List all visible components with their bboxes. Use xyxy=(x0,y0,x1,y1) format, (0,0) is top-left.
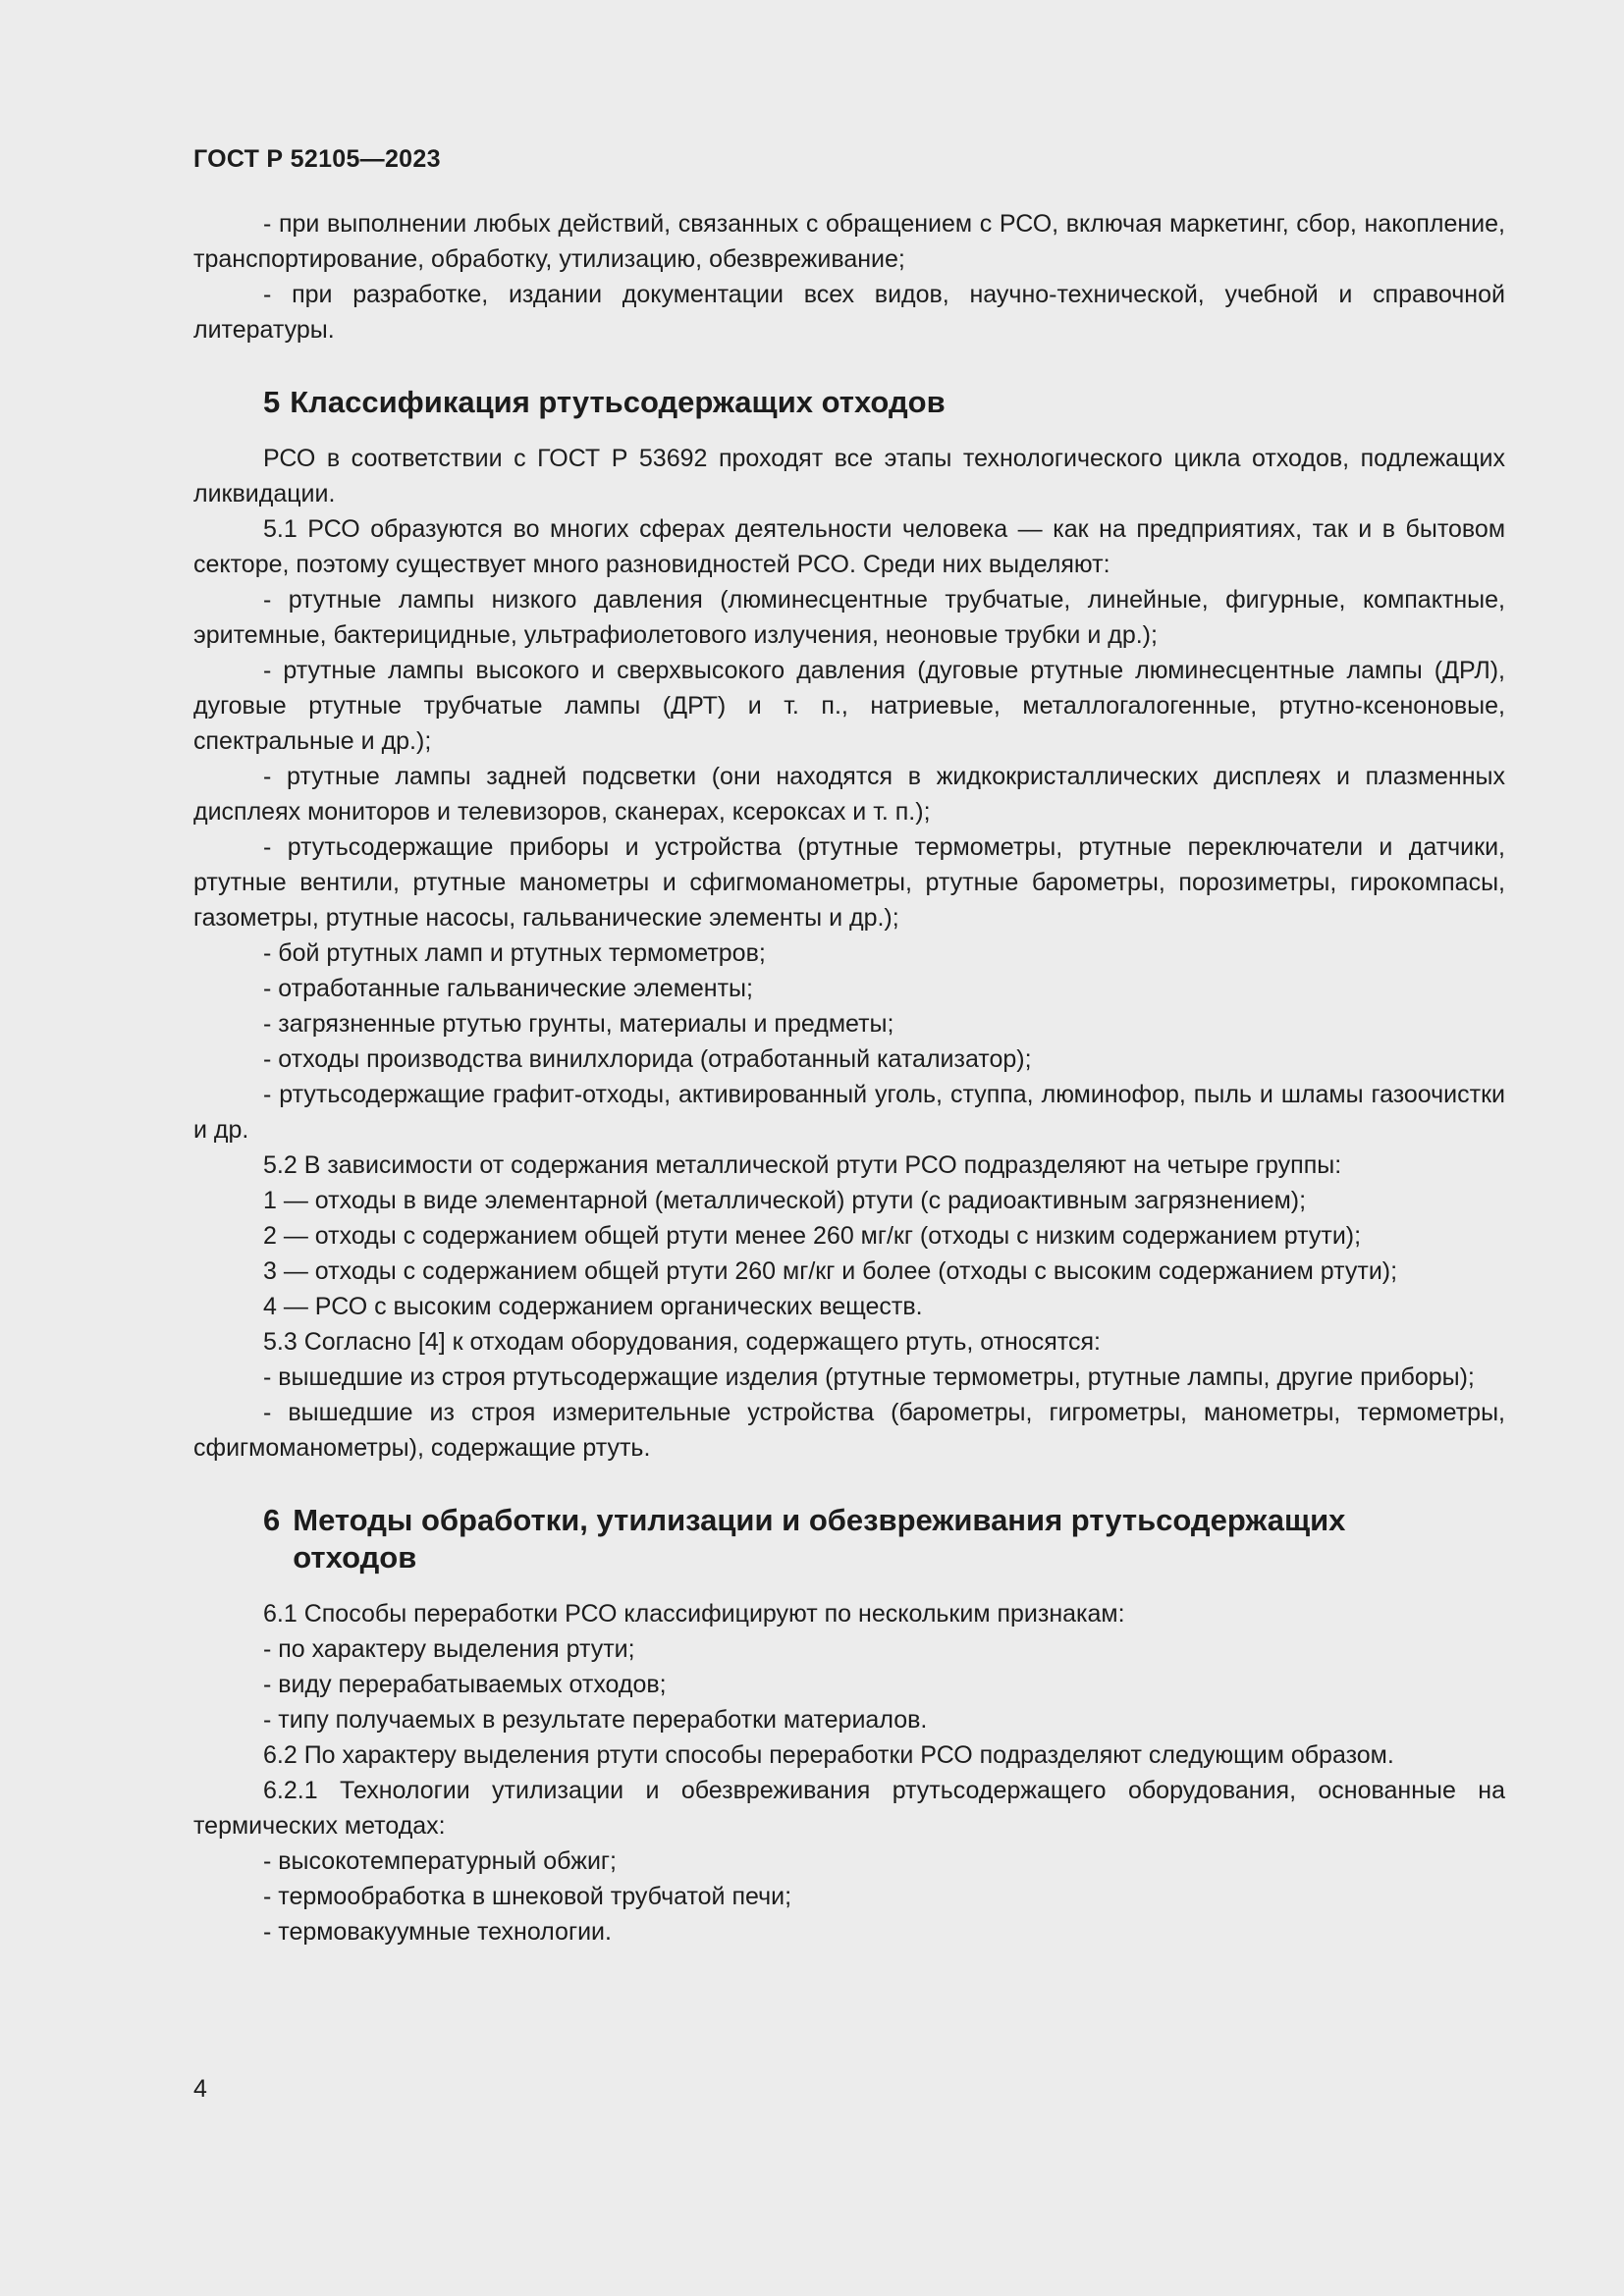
list-item: - бой ртутных ламп и ртутных термометров; xyxy=(263,939,766,967)
document-page xyxy=(193,142,1507,1949)
section-number: 5 xyxy=(263,385,281,419)
list-item: - загрязненные ртутью грунты, материалы и предметы; xyxy=(263,1010,894,1038)
paragraph: 5.2 В зависимости от содержания металлической ртути РСО подразделяют на четыре группы: xyxy=(263,1151,1342,1179)
list-item: - ртутьсодержащие графит-отходы, активированный уголь, ступпа, люминофор, пыль и шламы газоочистки и др. xyxy=(193,1081,1505,1144)
document-header: ГОСТ Р 52105—2023 xyxy=(193,145,441,173)
list-item: - отработанные гальванические элементы; xyxy=(263,975,753,1002)
paragraph: 6.2.1 Технологии утилизации и обезвреживания ртутьсодержащего оборудования, основанные на термических методах: xyxy=(193,1777,1505,1840)
list-item: - виду перерабатываемых отходов; xyxy=(263,1671,667,1698)
list-item: - высокотемпературный обжиг; xyxy=(263,1847,617,1875)
section-6-heading xyxy=(193,1502,1507,1576)
list-item: - термообработка в шнековой трубчатой печи; xyxy=(263,1883,792,1910)
list-item: - отходы производства винилхлорида (отработанный катализатор); xyxy=(263,1045,1032,1073)
section-title: Методы обработки, утилизации и обезвреживания ртутьсодержащих отходов xyxy=(293,1503,1346,1575)
section-title: Классификация ртутьсодержащих отходов xyxy=(290,385,946,419)
paragraph: 5.1 РСО образуются во многих сферах деятельности человека — как на предприятиях, так и в бытовом секторе, поэтому существует много разновидностей РСО. Среди них выделяют: xyxy=(193,515,1505,578)
list-item: - типу получаемых в результате переработки материалов. xyxy=(263,1706,928,1734)
list-item: - по характеру выделения ртути; xyxy=(263,1635,635,1663)
group-item: 2 — отходы с содержанием общей ртути менее 260 мг/кг (отходы с низким содержанием ртути); xyxy=(263,1222,1362,1250)
page-number: 4 xyxy=(193,2075,207,2103)
section-5-heading xyxy=(193,384,1507,421)
list-item: - термовакуумные технологии. xyxy=(263,1918,612,1946)
intro-item: - при выполнении любых действий, связанных с обращением с РСО, включая маркетинг, сбор, накопление, транспортирование, обработку, утилизацию, обезвреживание; xyxy=(193,210,1505,273)
paragraph: РСО в соответствии с ГОСТ Р 53692 проходят все этапы технологического цикла отходов, подлежащих ликвидации. xyxy=(193,445,1505,507)
list-item: - ртутные лампы низкого давления (люминесцентные трубчатые, линейные, фигурные, компактные, эритемные, бактерицидные, ультрафиолетового излучения, неоновые трубки и др.); xyxy=(193,586,1505,649)
section-number: 6 xyxy=(263,1503,281,1537)
group-item: 3 — отходы с содержанием общей ртути 260 мг/кг и более (отходы с высоким содержанием ртути); xyxy=(263,1257,1398,1285)
intro-item: - при разработке, издании документации всех видов, научно-технической, учебной и справочной литературы. xyxy=(193,281,1505,344)
paragraph: 5.3 Согласно [4] к отходам оборудования, содержащего ртуть, относятся: xyxy=(263,1328,1101,1356)
list-item: - ртутные лампы задней подсветки (они находятся в жидкокристаллических дисплеях и плазменных дисплеях мониторов и телевизоров, сканерах, ксероксах и т. п.); xyxy=(193,763,1505,826)
paragraph: 6.2 По характеру выделения ртути способы переработки РСО подразделяют следующим образом. xyxy=(263,1741,1394,1769)
list-item: - вышедшие из строя измерительные устройства (барометры, гигрометры, манометры, термометры, сфигмоманометры), содержащие ртуть. xyxy=(193,1399,1505,1462)
list-item: - вышедшие из строя ртутьсодержащие изделия (ртутные термометры, ртутные лампы, другие приборы); xyxy=(263,1363,1475,1391)
group-item: 1 — отходы в виде элементарной (металлической) ртути (с радиоактивным загрязнением); xyxy=(263,1187,1307,1214)
group-item: 4 — РСО с высоким содержанием органических веществ. xyxy=(263,1293,923,1320)
list-item: - ртутьсодержащие приборы и устройства (ртутные термометры, ртутные переключатели и датчики, ртутные вентили, ртутные манометры и сфигмоманометры, ртутные барометры, порозиметры, гирокомпасы, газометры, ртутные насосы, гальванические элементы и др.); xyxy=(193,833,1505,932)
list-item: - ртутные лампы высокого и сверхвысокого давления (дуговые ртутные люминесцентные лампы (ДРЛ), дуговые ртутные трубчатые лампы (ДРТ) и т. п., натриевые, металлогалогенные, ртутно-ксеноновые, спектральные и др.); xyxy=(193,657,1505,755)
paragraph: 6.1 Способы переработки РСО классифицируют по нескольким признакам: xyxy=(263,1600,1125,1628)
